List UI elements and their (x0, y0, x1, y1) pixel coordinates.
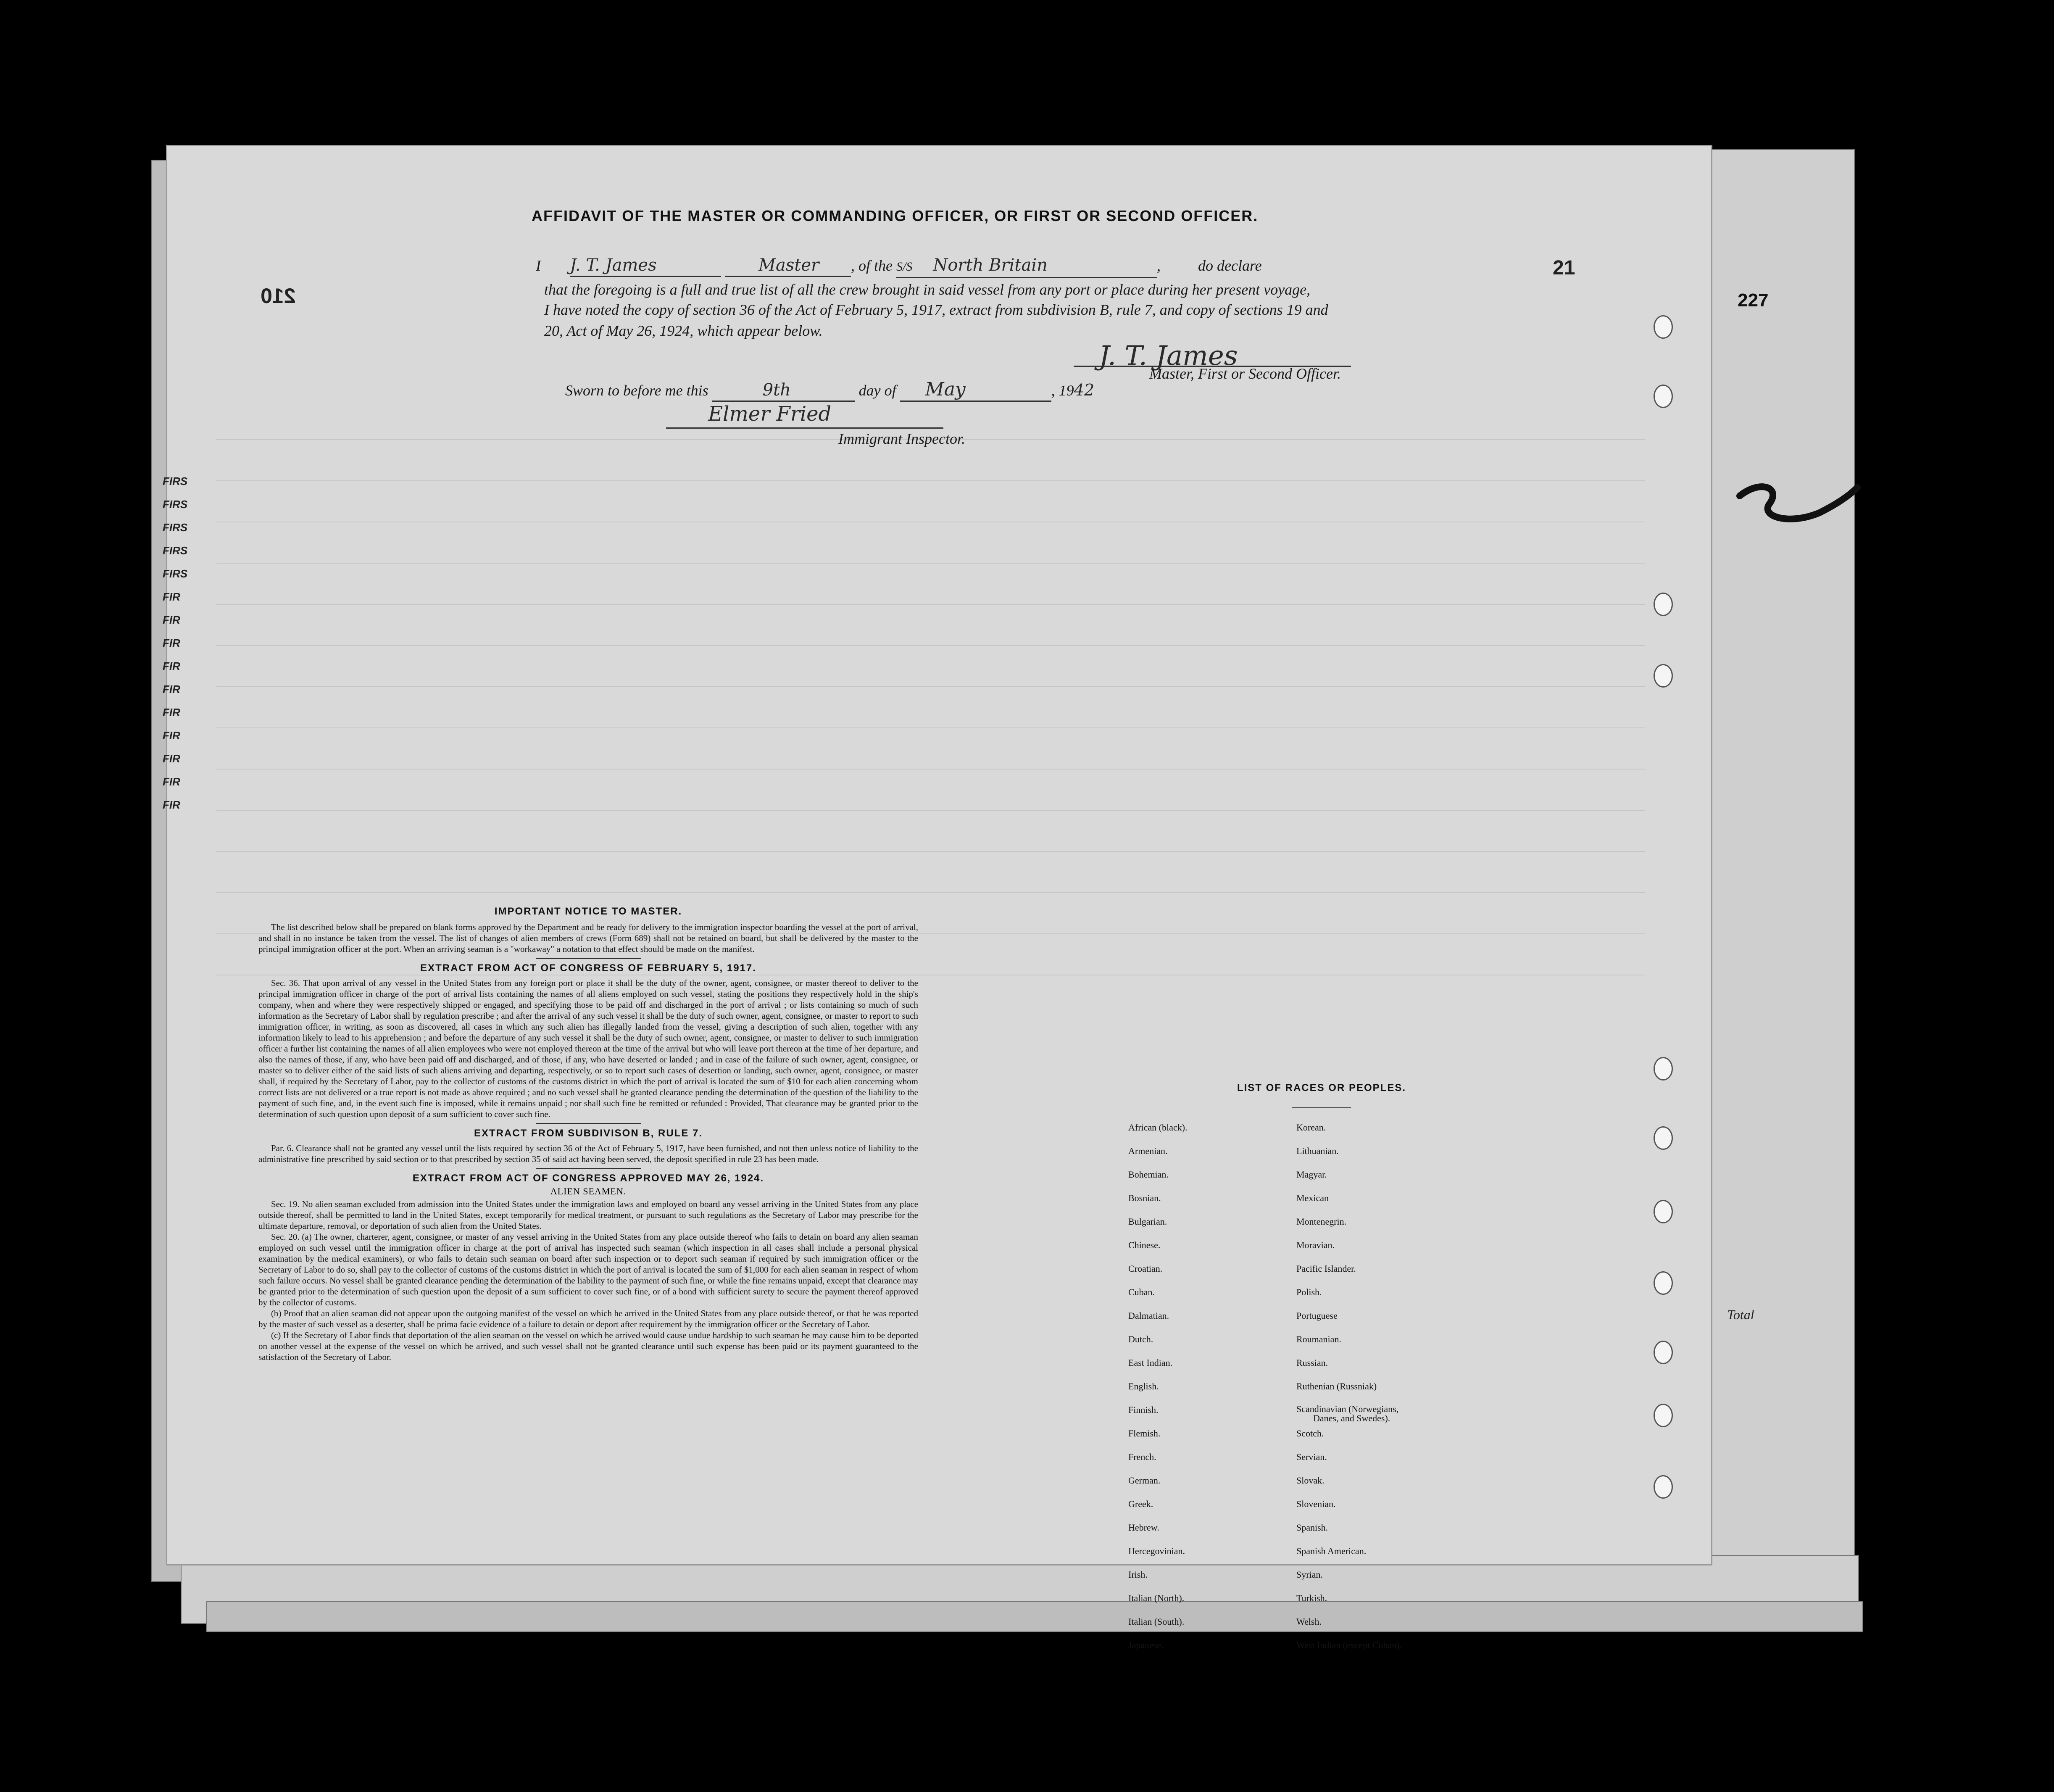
race-item: Syrian. (1296, 1569, 1323, 1580)
master-name-handwritten: J. T. James (570, 256, 657, 275)
inspector-signature: Elmer Fried (708, 402, 832, 426)
extract-1924-sec20b: (b) Proof that an alien seaman did not appear upon the outgoing manifest of the vessel on which he arrived in the United States from any place outside thereof, or that he was reported by the master of such vessel as a deserter, shall be prima facie evidence of a failure to detain or deport after requirement by the immigration officer or the Secretary of Labor. (258, 1308, 918, 1329)
edge-label: FIR (163, 637, 180, 649)
pen-mark (1735, 471, 1862, 542)
edge-label: FIR (163, 729, 180, 742)
extract-rule7-title: EXTRACT FROM SUBDIVISON B, RULE 7. (474, 1128, 703, 1139)
race-item: African (black). (1128, 1122, 1188, 1133)
extract-1924-subtitle: ALIEN SEAMEN. (550, 1186, 627, 1196)
binder-hole (1654, 593, 1673, 616)
race-item: Mexican (1296, 1193, 1329, 1203)
race-item: Chinese. (1128, 1240, 1161, 1250)
stamp-left-number: 210 (261, 284, 296, 308)
race-item: Slovak. (1296, 1475, 1325, 1486)
race-item: Dalmatian. (1128, 1310, 1169, 1321)
race-item: Finnish. (1128, 1405, 1159, 1415)
races-title-divider (1292, 1107, 1351, 1108)
extract-rule7-text: Par. 6. Clearance shall not be granted any vessel until the lists required by section 36 of the Act of February 5, 1917, have been furnished, and not then unless notice of liability to the administrative fine prescribed by said section or to that prescribed by section 35 of said act having been served, the deposit specified in rule 23 has been made. (258, 1143, 918, 1164)
master-signature-line (1074, 340, 1351, 372)
edge-label: FIR (163, 614, 180, 626)
edge-label: FIRS (163, 498, 188, 511)
edge-label: FIR (163, 706, 180, 719)
vessel-prefix: S/S (896, 260, 913, 274)
divider (536, 958, 641, 959)
sworn-label: Sworn to before me this (565, 382, 708, 399)
race-item: Spanish American. (1296, 1546, 1367, 1556)
edge-labels (163, 475, 196, 822)
race-item: German. (1128, 1475, 1161, 1486)
race-item: Servian. (1296, 1452, 1327, 1462)
extract-1924-sec19: Sec. 19. No alien seaman excluded from admission into the United States under the immigration laws and employed on board any vessel arriving in the United States from any place outside thereof, shall be permitted to land in the United States, except temporarily for medical treatment, or pursuant to such regulations as the Secretary of Labor may prescribe for the ultimate departure, removal, or deportation of such alien from the United States. (258, 1199, 918, 1231)
binder-hole (1654, 1341, 1673, 1364)
race-item-line1: Scandinavian (Norwegians, (1296, 1404, 1399, 1414)
race-item: Roumanian. (1296, 1334, 1341, 1344)
divider (536, 1123, 641, 1124)
affidavit-line-1: I J. T. James Master , of the S/S North Britain , do declare (536, 255, 1544, 278)
edge-label: FIRS (163, 475, 188, 488)
back-sheet-right (1698, 149, 1855, 1580)
far-right-total-label: Total (1727, 1307, 1754, 1322)
race-item: Montenegrin. (1296, 1216, 1347, 1227)
race-item (1296, 1405, 1515, 1428)
race-item: Bulgarian. (1128, 1216, 1167, 1227)
binder-hole (1654, 1404, 1673, 1427)
race-item: Pacific Islander. (1296, 1263, 1356, 1274)
edge-label: FIRS (163, 567, 188, 580)
notice-text: The list described below shall be prepared on blank forms approved by the Department and be ready for delivery to the immigration inspector boarding the vessel at the port of arrival, and shall in no instance be taken from the vessel. The list of changes of alien members of crews (Form 689) shall not be retained on board, but shall be delivered by the master to the principal immigration officer at the port. When an arriving seaman is a "workaway" a notation to that effect should be made on the manifest. (258, 922, 918, 954)
race-item: Italian (North). (1128, 1593, 1185, 1603)
edge-label: FIR (163, 775, 180, 788)
affidavit-i: I (536, 257, 541, 274)
master-signature-caption: Master, First or Second Officer. (1149, 365, 1341, 382)
race-item: West Indian (except Cuban). (1296, 1640, 1402, 1650)
race-item: Portuguese (1296, 1310, 1338, 1321)
race-item: Bohemian. (1128, 1169, 1169, 1180)
race-item: Hercegovinian. (1128, 1546, 1185, 1556)
edge-label: FIRS (163, 521, 188, 534)
extract-1917-title: EXTRACT FROM ACT OF CONGRESS OF FEBRUARY 5, 1917. (420, 962, 756, 974)
race-item: Turkish. (1296, 1593, 1327, 1603)
vessel-name-handwritten: North Britain (933, 256, 1048, 275)
binder-hole (1654, 1271, 1673, 1295)
manifest-page (163, 145, 1712, 1650)
race-item: Russian. (1296, 1357, 1328, 1368)
binder-hole (1654, 1126, 1673, 1150)
race-item: Scotch. (1296, 1428, 1324, 1439)
race-item: Ruthenian (Russniak) (1296, 1381, 1377, 1391)
race-item: Spanish. (1296, 1522, 1328, 1533)
of-the-label: of the (858, 257, 893, 274)
binder-hole (1654, 315, 1673, 339)
race-item: Slovenian. (1296, 1499, 1336, 1509)
race-item: Welsh. (1296, 1616, 1322, 1627)
race-item: Magyar. (1296, 1169, 1327, 1180)
extract-1917-text: Sec. 36. That upon arrival of any vessel in the United States from any foreign port or place it shall be the duty of the owner, agent, consignee, or master thereof to deliver to the principal immigration officer in charge of the port of arrival lists containing the names of all aliens employed on such vessel, stating the positions they respectively hold in the ship's company, when and where they were respectively shipped or engaged, and specifying those to be paid off and discharged in the port of arrival ; or lists containing so much of such information as the Secretary of Labor shall by regulation prescribe ; and after the arrival of any such vessel it shall be the duty of such owner, agent, consignee, or master to report to such immigration officer, in writing, as soon as discovered, all cases in which any such alien has illegally landed from the vessel, giving a description of such alien, together with any information likely to lead to his apprehension ; and before the departure of any such vessel it shall be the duty of such owner, agent, consignee, or master to deliver to such immigration officer a further list containing the names of all alien employees who were not employed thereon at the time of the arrival but who will leave port thereon at the time of her departure, and also the names of those, if any, who have been paid off and discharged, and of those, if any, who have deserted or landed ; and in case of the failure of such owner, agent, consignee, or master so to deliver either of the said lists of such aliens arriving and departing, respectively, or so to report such cases of desertion or landing, such owner, agent, consignee, or master shall, if required by the Secretary of Labor, pay to the collector of customs of the customs district in which the port of arrival is located the sum of $10 for each alien concerning whom correct lists are not delivered or a true report is not made as above required ; and no such vessel shall be granted clearance pending the determination of the question of the liability to the payment of such fine, and, in the event such fine is imposed, while it remains unpaid ; nor shall such fine be remitted or refunded : Provided, That clearance may be granted prior to the determination of such question upon deposit of a sum sufficient to cover such fine. (258, 978, 918, 1119)
extract-1924-sec20a: Sec. 20. (a) The owner, charterer, agent, consignee, or master of any vessel arriving in the United States from any place outside thereof who fails to detain on board any alien seaman employed on such vessel until the immigration officer in charge at the port of arrival has inspected such seaman (which inspection in all cases shall include a personal physical examination by the medical examiners), or who fails to detain such seaman on board after such inspection or to deport such seaman if required by such immigration officer or the Secretary of Labor to do so, shall pay to the collector of customs of the customs district in which the port of arrival is located the sum of $1,000 for each alien seaman in respect of whom such failure occurs. No vessel shall be granted clearance pending the determination of the liability to the payment of such fine, or while the fine remains unpaid, except that clearance may be granted prior to the determination of such question upon the deposit of a sum sufficient to cover such fine, or of a bond with sufficient surety to secure the payment thereof approved by the collector of customs. (258, 1232, 918, 1307)
race-item: English. (1128, 1381, 1159, 1391)
edge-label: FIR (163, 660, 180, 672)
sworn-month-handwritten: May (925, 379, 966, 400)
race-item: Japanese. (1128, 1640, 1164, 1650)
races-left-list (1128, 1122, 1288, 1663)
do-declare-label: do declare (1198, 257, 1262, 274)
binder-hole (1654, 385, 1673, 408)
race-item: French. (1128, 1452, 1156, 1462)
race-item: Greek. (1128, 1499, 1153, 1509)
affidavit-line-4: 20, Act of May 26, 1924, which appear below. (544, 322, 823, 339)
year-prefix: 19 (1059, 382, 1074, 399)
notices-column (258, 906, 918, 1362)
race-item: Croatian. (1128, 1263, 1163, 1274)
binder-hole (1654, 1200, 1673, 1223)
race-item: Cuban. (1128, 1287, 1155, 1297)
affidavit-line-2: that the foregoing is a full and true list of all the crew brought in said vessel from any port or place during her present voyage, (544, 281, 1311, 298)
race-item: Irish. (1128, 1569, 1148, 1580)
notice-title: IMPORTANT NOTICE TO MASTER. (494, 906, 682, 917)
edge-label: FIR (163, 752, 180, 765)
binder-hole (1654, 1475, 1673, 1499)
divider (536, 1168, 641, 1169)
extract-1924-title: EXTRACT FROM ACT OF CONGRESS APPROVED MAY 26, 1924. (412, 1173, 764, 1184)
inspector-signature-line (666, 402, 943, 429)
binder-hole (1654, 1057, 1673, 1080)
binder-hole (1654, 664, 1673, 688)
sworn-day-handwritten: 9th (762, 380, 791, 400)
races-title: LIST OF RACES OR PEOPLES. (1237, 1082, 1406, 1094)
race-item: Polish. (1296, 1287, 1322, 1297)
sworn-year-handwritten: 42 (1074, 381, 1094, 399)
sworn-line: Sworn to before me this 9th day of May , 1942 (565, 379, 1094, 402)
edge-label: FIR (163, 590, 180, 603)
master-role-handwritten: Master (758, 256, 819, 275)
races-right-list (1296, 1122, 1515, 1663)
stamp-far-right: 227 (1738, 290, 1769, 311)
edge-label: FIR (163, 798, 180, 811)
stamp-right-number: 21 (1553, 257, 1575, 279)
race-item: Dutch. (1128, 1334, 1153, 1344)
race-item: Hebrew. (1128, 1522, 1159, 1533)
race-item: East Indian. (1128, 1357, 1173, 1368)
race-item: Lithuanian. (1296, 1146, 1339, 1156)
race-item: Flemish. (1128, 1428, 1161, 1439)
race-item: Bosnian. (1128, 1193, 1161, 1203)
inspector-caption: Immigrant Inspector. (838, 430, 965, 447)
affidavit-title: AFFIDAVIT OF THE MASTER OR COMMANDING OFFICER, OR FIRST OR SECOND OFFICER. (532, 207, 1259, 224)
race-item: Armenian. (1128, 1146, 1168, 1156)
master-signature: J. T. James (1099, 340, 1238, 372)
race-item: Italian (South). (1128, 1616, 1185, 1627)
day-of-label: day of (858, 382, 896, 399)
edge-label: FIRS (163, 544, 188, 557)
edge-label: FIR (163, 683, 180, 696)
race-item: Korean. (1296, 1122, 1326, 1133)
race-item: Moravian. (1296, 1240, 1335, 1250)
race-item-line2: Danes, and Swedes). (1313, 1413, 1390, 1423)
back-sheet-bottom-2 (206, 1601, 1863, 1632)
extract-1924-sec20c: (c) If the Secretary of Labor finds that deportation of the alien seaman on the vessel on which he arrived would cause undue hardship to such seaman he may cause him to be deported on another vessel at the expense of the vessel on which he arrived, and such vessel shall not be granted clearance until such expense has been paid or its payment guaranteed to the satisfaction of the Secretary of Labor. (258, 1330, 918, 1362)
affidavit-line-3: I have noted the copy of section 36 of the Act of February 5, 1917, extract from subdivision B, rule 7, and copy of sections 19 and (544, 301, 1328, 318)
